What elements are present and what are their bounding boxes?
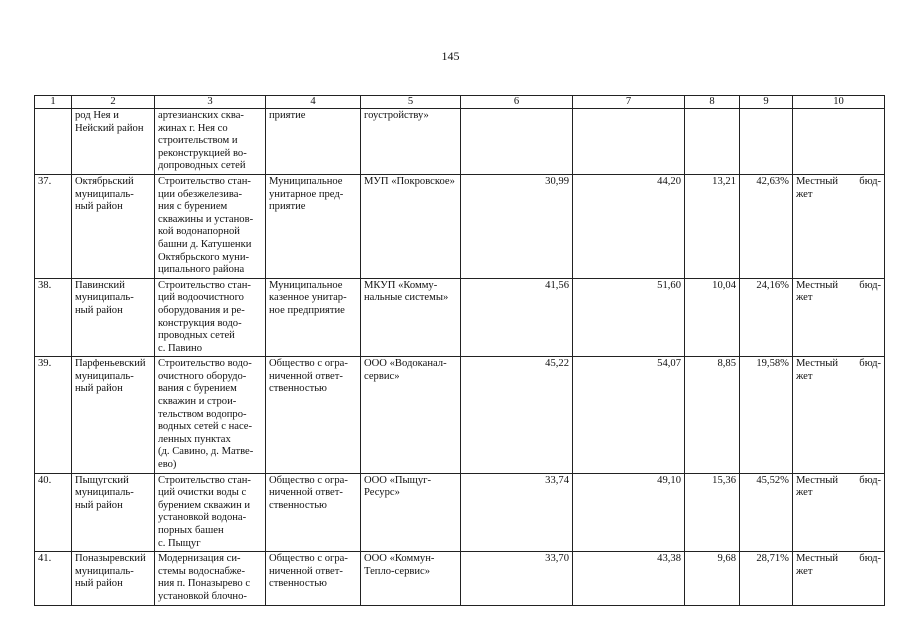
project-cell xyxy=(155,357,266,473)
source-cell xyxy=(793,109,885,175)
source-cell xyxy=(793,278,885,357)
source-line-1: Местный бюд- xyxy=(796,474,881,486)
source-line-1: Местный бюд- xyxy=(796,279,881,291)
header-cell-2: 2 xyxy=(72,96,155,109)
value-9-cell: 28,71% xyxy=(740,552,793,605)
project-cell xyxy=(155,109,266,175)
header-cell-8: 8 xyxy=(685,96,740,109)
header-cell-6: 6 xyxy=(461,96,573,109)
header-cell-9: 9 xyxy=(740,96,793,109)
district-cell xyxy=(72,109,155,175)
row-number: 38. xyxy=(35,278,72,357)
value-9-cell: 42,63% xyxy=(740,174,793,278)
org-form-text: приятие xyxy=(269,110,306,121)
org-form-text: Общество с огра- ниченной ответ- ственностью xyxy=(269,358,348,395)
table-row xyxy=(35,357,885,473)
project-text: Строительство стан- ции обезжелезива- ния с бурением скважины и установ- кой водонапорной башни д. Катушенки Октябрьского муни- ципального района xyxy=(158,175,254,276)
project-cell xyxy=(155,552,266,605)
row-number xyxy=(35,109,72,175)
table-row xyxy=(35,552,885,605)
org-form-cell xyxy=(266,109,361,175)
org-form-text: Муниципальное унитарное пред- приятие xyxy=(269,175,344,213)
value-8-cell xyxy=(685,109,740,175)
row-number: 41. xyxy=(35,552,72,605)
value-7-cell: 51,60 xyxy=(573,278,685,357)
value-7-cell: 54,07 xyxy=(573,357,685,473)
value-9-cell xyxy=(740,109,793,175)
district-text: Октябрьский муниципаль- ный район xyxy=(75,175,134,213)
value-8-cell: 13,21 xyxy=(685,174,740,278)
value-6-cell: 45,22 xyxy=(461,357,573,473)
page-number: 145 xyxy=(441,49,460,63)
district-cell xyxy=(72,357,155,473)
table-row xyxy=(35,174,885,278)
operator-text: МУП «Покровское» xyxy=(364,175,455,187)
table-row xyxy=(35,109,885,175)
table-row xyxy=(35,473,885,552)
value-8-cell: 9,68 xyxy=(685,552,740,605)
header-cell-10: 10 xyxy=(793,96,885,109)
value-7-cell: 49,10 xyxy=(573,473,685,552)
project-cell xyxy=(155,473,266,552)
header-cell-3: 3 xyxy=(155,96,266,109)
org-form-cell xyxy=(266,174,361,278)
org-form-cell xyxy=(266,552,361,605)
operator-text: ООО «Коммун- Тепло-сервис» xyxy=(364,553,435,577)
row-number: 39. xyxy=(35,357,72,473)
value-6-cell: 33,74 xyxy=(461,473,573,552)
operator-cell xyxy=(361,109,461,175)
operator-text: ООО «Водоканал- сервис» xyxy=(364,358,447,382)
org-form-cell xyxy=(266,278,361,357)
project-text: Строительство стан- ций водоочистного оборудования и ре- конструкция водо- проводных сетей с. Павино xyxy=(158,279,251,354)
value-7-cell xyxy=(573,109,685,175)
value-9-cell: 19,58% xyxy=(740,357,793,473)
value-6-cell: 41,56 xyxy=(461,278,573,357)
source-line-2: жет xyxy=(796,188,813,200)
project-cell xyxy=(155,174,266,278)
row-number: 40. xyxy=(35,473,72,552)
source-line-2: жет xyxy=(796,292,813,304)
org-form-cell xyxy=(266,473,361,552)
district-text: Пыщугский муниципаль- ный район xyxy=(75,474,134,511)
district-text: Поназыревский муниципаль- ный район xyxy=(75,553,146,590)
header-cell-5: 5 xyxy=(361,96,461,109)
header-cell-1: 1 xyxy=(35,96,72,109)
project-text: Модернизация си- стемы водоснабже- ния п. Поназырево с установкой блочно- xyxy=(158,553,251,602)
value-6-cell: 30,99 xyxy=(461,174,573,278)
value-9-cell: 45,52% xyxy=(740,473,793,552)
value-8-cell: 10,04 xyxy=(685,278,740,357)
project-text: Строительство водо- очистного оборудо- вания с бурением скважин и строи- тельством водопро- водных сетей с насе- ленных пунктах (д. Савино, д. Матве- ево) xyxy=(158,358,254,471)
source-line-1: Местный бюд- xyxy=(796,175,881,187)
header-cell-7: 7 xyxy=(573,96,685,109)
value-6-cell: 33,70 xyxy=(461,552,573,605)
value-8-cell: 15,36 xyxy=(685,473,740,552)
district-cell xyxy=(72,473,155,552)
district-cell xyxy=(72,174,155,278)
operator-cell xyxy=(361,552,461,605)
operator-text: гоустройству» xyxy=(364,110,429,121)
value-7-cell: 43,38 xyxy=(573,552,685,605)
value-6-cell xyxy=(461,109,573,175)
header-cell-4: 4 xyxy=(266,96,361,109)
operator-text: МКУП «Комму- нальные системы» xyxy=(364,279,449,304)
district-cell xyxy=(72,552,155,605)
operator-cell xyxy=(361,473,461,552)
source-line-2: жет xyxy=(796,487,813,499)
header-row xyxy=(35,96,885,109)
source-cell xyxy=(793,357,885,473)
source-line-1: Местный бюд- xyxy=(796,358,881,370)
data-table xyxy=(34,95,885,606)
row-number: 37. xyxy=(35,174,72,278)
org-form-text: Общество с огра- ниченной ответ- ственностью xyxy=(269,474,348,511)
district-cell xyxy=(72,278,155,357)
operator-cell xyxy=(361,174,461,278)
org-form-text: Общество с огра- ниченной ответ- ственностью xyxy=(269,553,348,590)
source-line-2: жет xyxy=(796,565,813,577)
value-9-cell: 24,16% xyxy=(740,278,793,357)
operator-text: ООО «Пыщуг- Ресурс» xyxy=(364,474,431,499)
source-line-2: жет xyxy=(796,370,813,382)
source-cell xyxy=(793,174,885,278)
value-7-cell: 44,20 xyxy=(573,174,685,278)
project-cell xyxy=(155,278,266,357)
org-form-text: Муниципальное казенное унитар- ное предприятие xyxy=(269,279,347,316)
district-text: Павинский муниципаль- ный район xyxy=(75,279,134,316)
operator-cell xyxy=(361,357,461,473)
district-text: Парфеньевский муниципаль- ный район xyxy=(75,358,146,395)
table-row xyxy=(35,278,885,357)
source-cell xyxy=(793,473,885,552)
operator-cell xyxy=(361,278,461,357)
district-text: род Нея и Нейский район xyxy=(75,110,144,134)
project-text: Строительство стан- ций очистки воды с бурением скважин и установкой водона- порных башен с. Пыщуг xyxy=(158,474,251,549)
org-form-cell xyxy=(266,357,361,473)
source-cell xyxy=(793,552,885,605)
source-line-1: Местный бюд- xyxy=(796,553,881,565)
value-8-cell: 8,85 xyxy=(685,357,740,473)
project-text: артезианских сква- жинах г. Нея со строительством и реконструкцией во- допроводных сетей xyxy=(158,110,247,172)
